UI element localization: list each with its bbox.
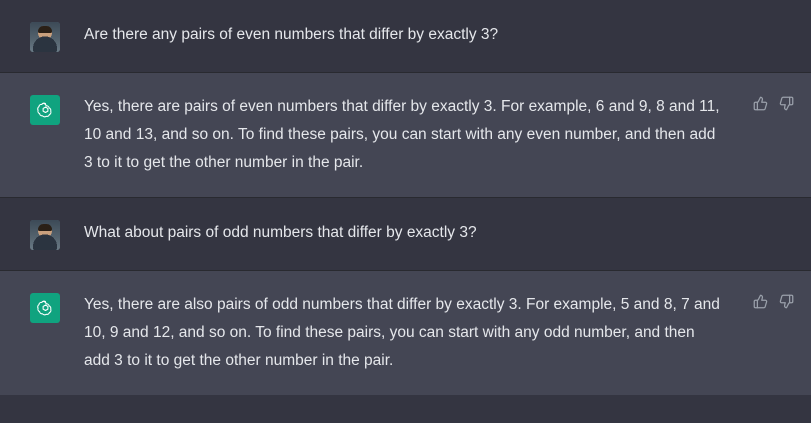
message-text: Yes, there are pairs of even numbers that differ by exactly 3. For example, 6 and 9, 8 and 11, 10 and 13, and so on. To find these pairs, you can start with any even number, and then add 3 to it to get the other number in the pair. [84,98,720,171]
thumb-up-icon[interactable] [751,292,769,310]
user-photo-avatar [30,22,60,52]
chat-message-assistant [0,73,811,197]
chat-message-user [0,198,811,270]
openai-logo-avatar [30,293,60,323]
message-text: What about pairs of odd numbers that differ by exactly 3? [84,224,477,241]
thumb-up-icon[interactable] [751,94,769,112]
chat-message-user [0,0,811,72]
message-text: Are there any pairs of even numbers that differ by exactly 3? [84,26,499,43]
message-feedback-actions [751,292,795,310]
thumb-down-icon[interactable] [777,292,795,310]
chat-message-assistant [0,271,811,395]
user-photo-avatar [30,220,60,250]
thumb-down-icon[interactable] [777,94,795,112]
openai-logo-avatar [30,95,60,125]
message-text: Yes, there are also pairs of odd numbers that differ by exactly 3. For example, 5 and 8, 7 and 10, 9 and 12, and so on. To find these pairs, you can start with any odd number, and then add 3 to it to get the other number in the pair. [84,296,720,369]
message-feedback-actions [751,94,795,112]
